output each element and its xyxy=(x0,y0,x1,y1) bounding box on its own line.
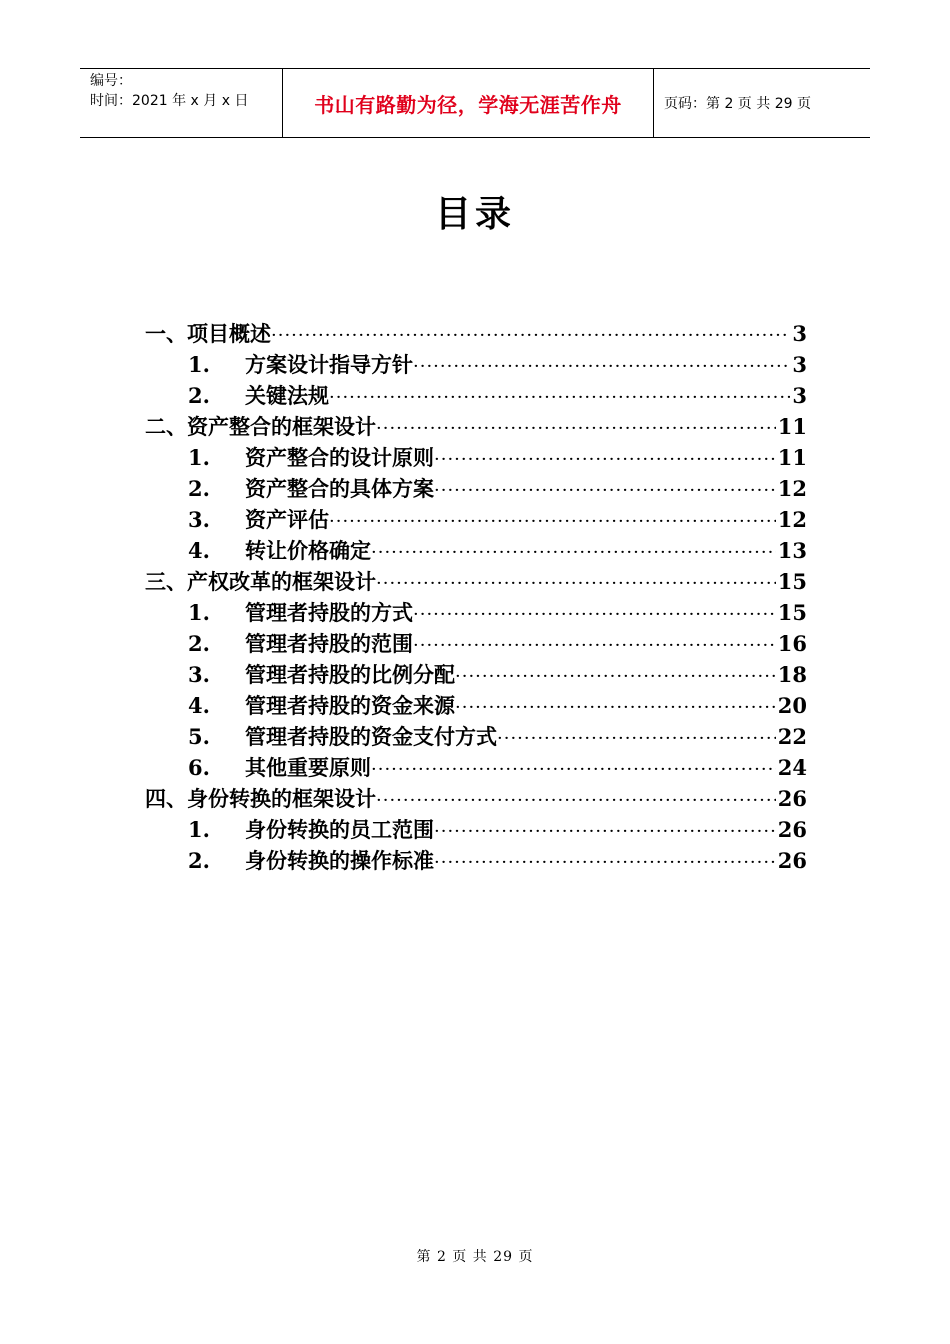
toc-dot-leader xyxy=(329,387,790,408)
toc-dot-leader xyxy=(371,542,776,563)
toc-dot-leader xyxy=(371,759,776,780)
header-motto: 书山有路勤为径，学海无涯苦作舟 xyxy=(314,92,622,117)
toc-entry-label: 管理者持股的方式 xyxy=(245,600,413,625)
toc-entry-page: 13 xyxy=(777,538,807,563)
toc-entry-page: 3 xyxy=(792,383,807,408)
toc-entry[interactable] xyxy=(145,535,807,566)
toc-entry-page: 16 xyxy=(777,631,807,656)
header-meta-cell xyxy=(80,69,283,137)
toc-entry-page: 26 xyxy=(777,848,807,873)
toc-entry-number: 1. xyxy=(188,352,210,377)
toc-entry[interactable] xyxy=(145,566,807,597)
toc-entry-page: 22 xyxy=(777,724,807,749)
toc-entry-page: 11 xyxy=(777,414,807,439)
toc-dot-leader xyxy=(271,325,790,346)
toc-dot-leader xyxy=(497,728,776,749)
toc-entry-number: 2. xyxy=(188,848,210,873)
toc-entry-label: 二、资产整合的框架设计 xyxy=(145,414,376,439)
toc-entry-page: 20 xyxy=(777,693,807,718)
toc-entry-label: 方案设计指导方针 xyxy=(245,352,413,377)
toc-entry[interactable] xyxy=(145,659,807,690)
toc-entry-label: 身份转换的员工范围 xyxy=(245,817,434,842)
toc-entry-number: 2. xyxy=(188,476,210,501)
toc-entry[interactable] xyxy=(145,628,807,659)
toc-entry-page: 3 xyxy=(792,352,807,377)
toc-dot-leader xyxy=(434,480,776,501)
toc-entry[interactable] xyxy=(145,318,807,349)
toc-entry-label: 身份转换的操作标准 xyxy=(245,848,434,873)
toc-entry-number: 6. xyxy=(188,755,210,780)
toc-dot-leader xyxy=(376,573,776,594)
toc-entry-number: 2. xyxy=(188,383,210,408)
page-title: 目录 xyxy=(434,194,515,235)
toc-entry[interactable] xyxy=(145,783,807,814)
toc-entry-label: 关键法规 xyxy=(245,383,329,408)
toc-entry-page: 12 xyxy=(777,507,807,532)
toc-entry[interactable] xyxy=(145,814,807,845)
page-footer: 第 2 页 共 29 页 xyxy=(416,1249,534,1265)
toc-entry-page: 26 xyxy=(777,786,807,811)
toc-dot-leader xyxy=(413,356,790,377)
toc-entry-number: 1. xyxy=(188,817,210,842)
toc-entry-label: 三、产权改革的框架设计 xyxy=(145,569,376,594)
toc-entry-number: 5. xyxy=(188,724,210,749)
toc-dot-leader xyxy=(376,418,776,439)
toc-entry[interactable] xyxy=(145,442,807,473)
header-motto-cell xyxy=(283,69,654,137)
toc-entry-number: 4. xyxy=(188,538,210,563)
toc-entry[interactable] xyxy=(145,473,807,504)
toc-dot-leader xyxy=(413,604,776,625)
toc-entry-label: 资产评估 xyxy=(245,507,329,532)
toc-entry[interactable] xyxy=(145,380,807,411)
toc-dot-leader xyxy=(434,821,776,842)
toc-entry-page: 15 xyxy=(777,600,807,625)
toc-entry[interactable] xyxy=(145,690,807,721)
serial-label: 编号： xyxy=(90,73,132,89)
toc-entry-label: 转让价格确定 xyxy=(245,538,371,563)
toc-entry-page: 11 xyxy=(777,445,807,470)
toc-entry[interactable] xyxy=(145,597,807,628)
toc-dot-leader xyxy=(455,666,776,687)
toc-entry-number: 3. xyxy=(188,507,210,532)
toc-entry-label: 管理者持股的资金支付方式 xyxy=(245,724,497,749)
toc-entry[interactable] xyxy=(145,752,807,783)
header-page-info: 页码：第 2 页 共 29 页 xyxy=(664,96,811,112)
toc-entry-page: 12 xyxy=(777,476,807,501)
toc-entry-label: 管理者持股的范围 xyxy=(245,631,413,656)
toc-entry-page: 24 xyxy=(777,755,807,780)
toc-entry[interactable] xyxy=(145,845,807,876)
toc-entry-number: 2. xyxy=(188,631,210,656)
toc-dot-leader xyxy=(329,511,776,532)
toc-entry-label: 管理者持股的比例分配 xyxy=(245,662,455,687)
toc-entry-number: 4. xyxy=(188,693,210,718)
header-page-cell xyxy=(654,69,870,137)
toc-entry[interactable] xyxy=(145,721,807,752)
toc-dot-leader xyxy=(434,852,776,873)
toc-entry-page: 3 xyxy=(792,321,807,346)
toc-entry-label: 资产整合的设计原则 xyxy=(245,445,434,470)
toc-entry[interactable] xyxy=(145,349,807,380)
page-header xyxy=(80,68,870,138)
toc-entry-label: 四、身份转换的框架设计 xyxy=(145,786,376,811)
toc-entry-number: 3. xyxy=(188,662,210,687)
toc-entry[interactable] xyxy=(145,504,807,535)
table-of-contents xyxy=(145,318,807,876)
toc-entry-label: 其他重要原则 xyxy=(245,755,371,780)
toc-entry-page: 18 xyxy=(777,662,807,687)
toc-dot-leader xyxy=(376,790,776,811)
toc-entry-number: 1. xyxy=(188,600,210,625)
time-label: 时间：2021 年 x 月 x 日 xyxy=(90,93,249,109)
toc-entry-page: 15 xyxy=(777,569,807,594)
toc-entry[interactable] xyxy=(145,411,807,442)
toc-entry-number: 1. xyxy=(188,445,210,470)
toc-dot-leader xyxy=(413,635,776,656)
toc-entry-page: 26 xyxy=(777,817,807,842)
toc-entry-label: 资产整合的具体方案 xyxy=(245,476,434,501)
toc-entry-label: 一、项目概述 xyxy=(145,321,271,346)
toc-entry-label: 管理者持股的资金来源 xyxy=(245,693,455,718)
toc-dot-leader xyxy=(434,449,776,470)
toc-dot-leader xyxy=(455,697,776,718)
